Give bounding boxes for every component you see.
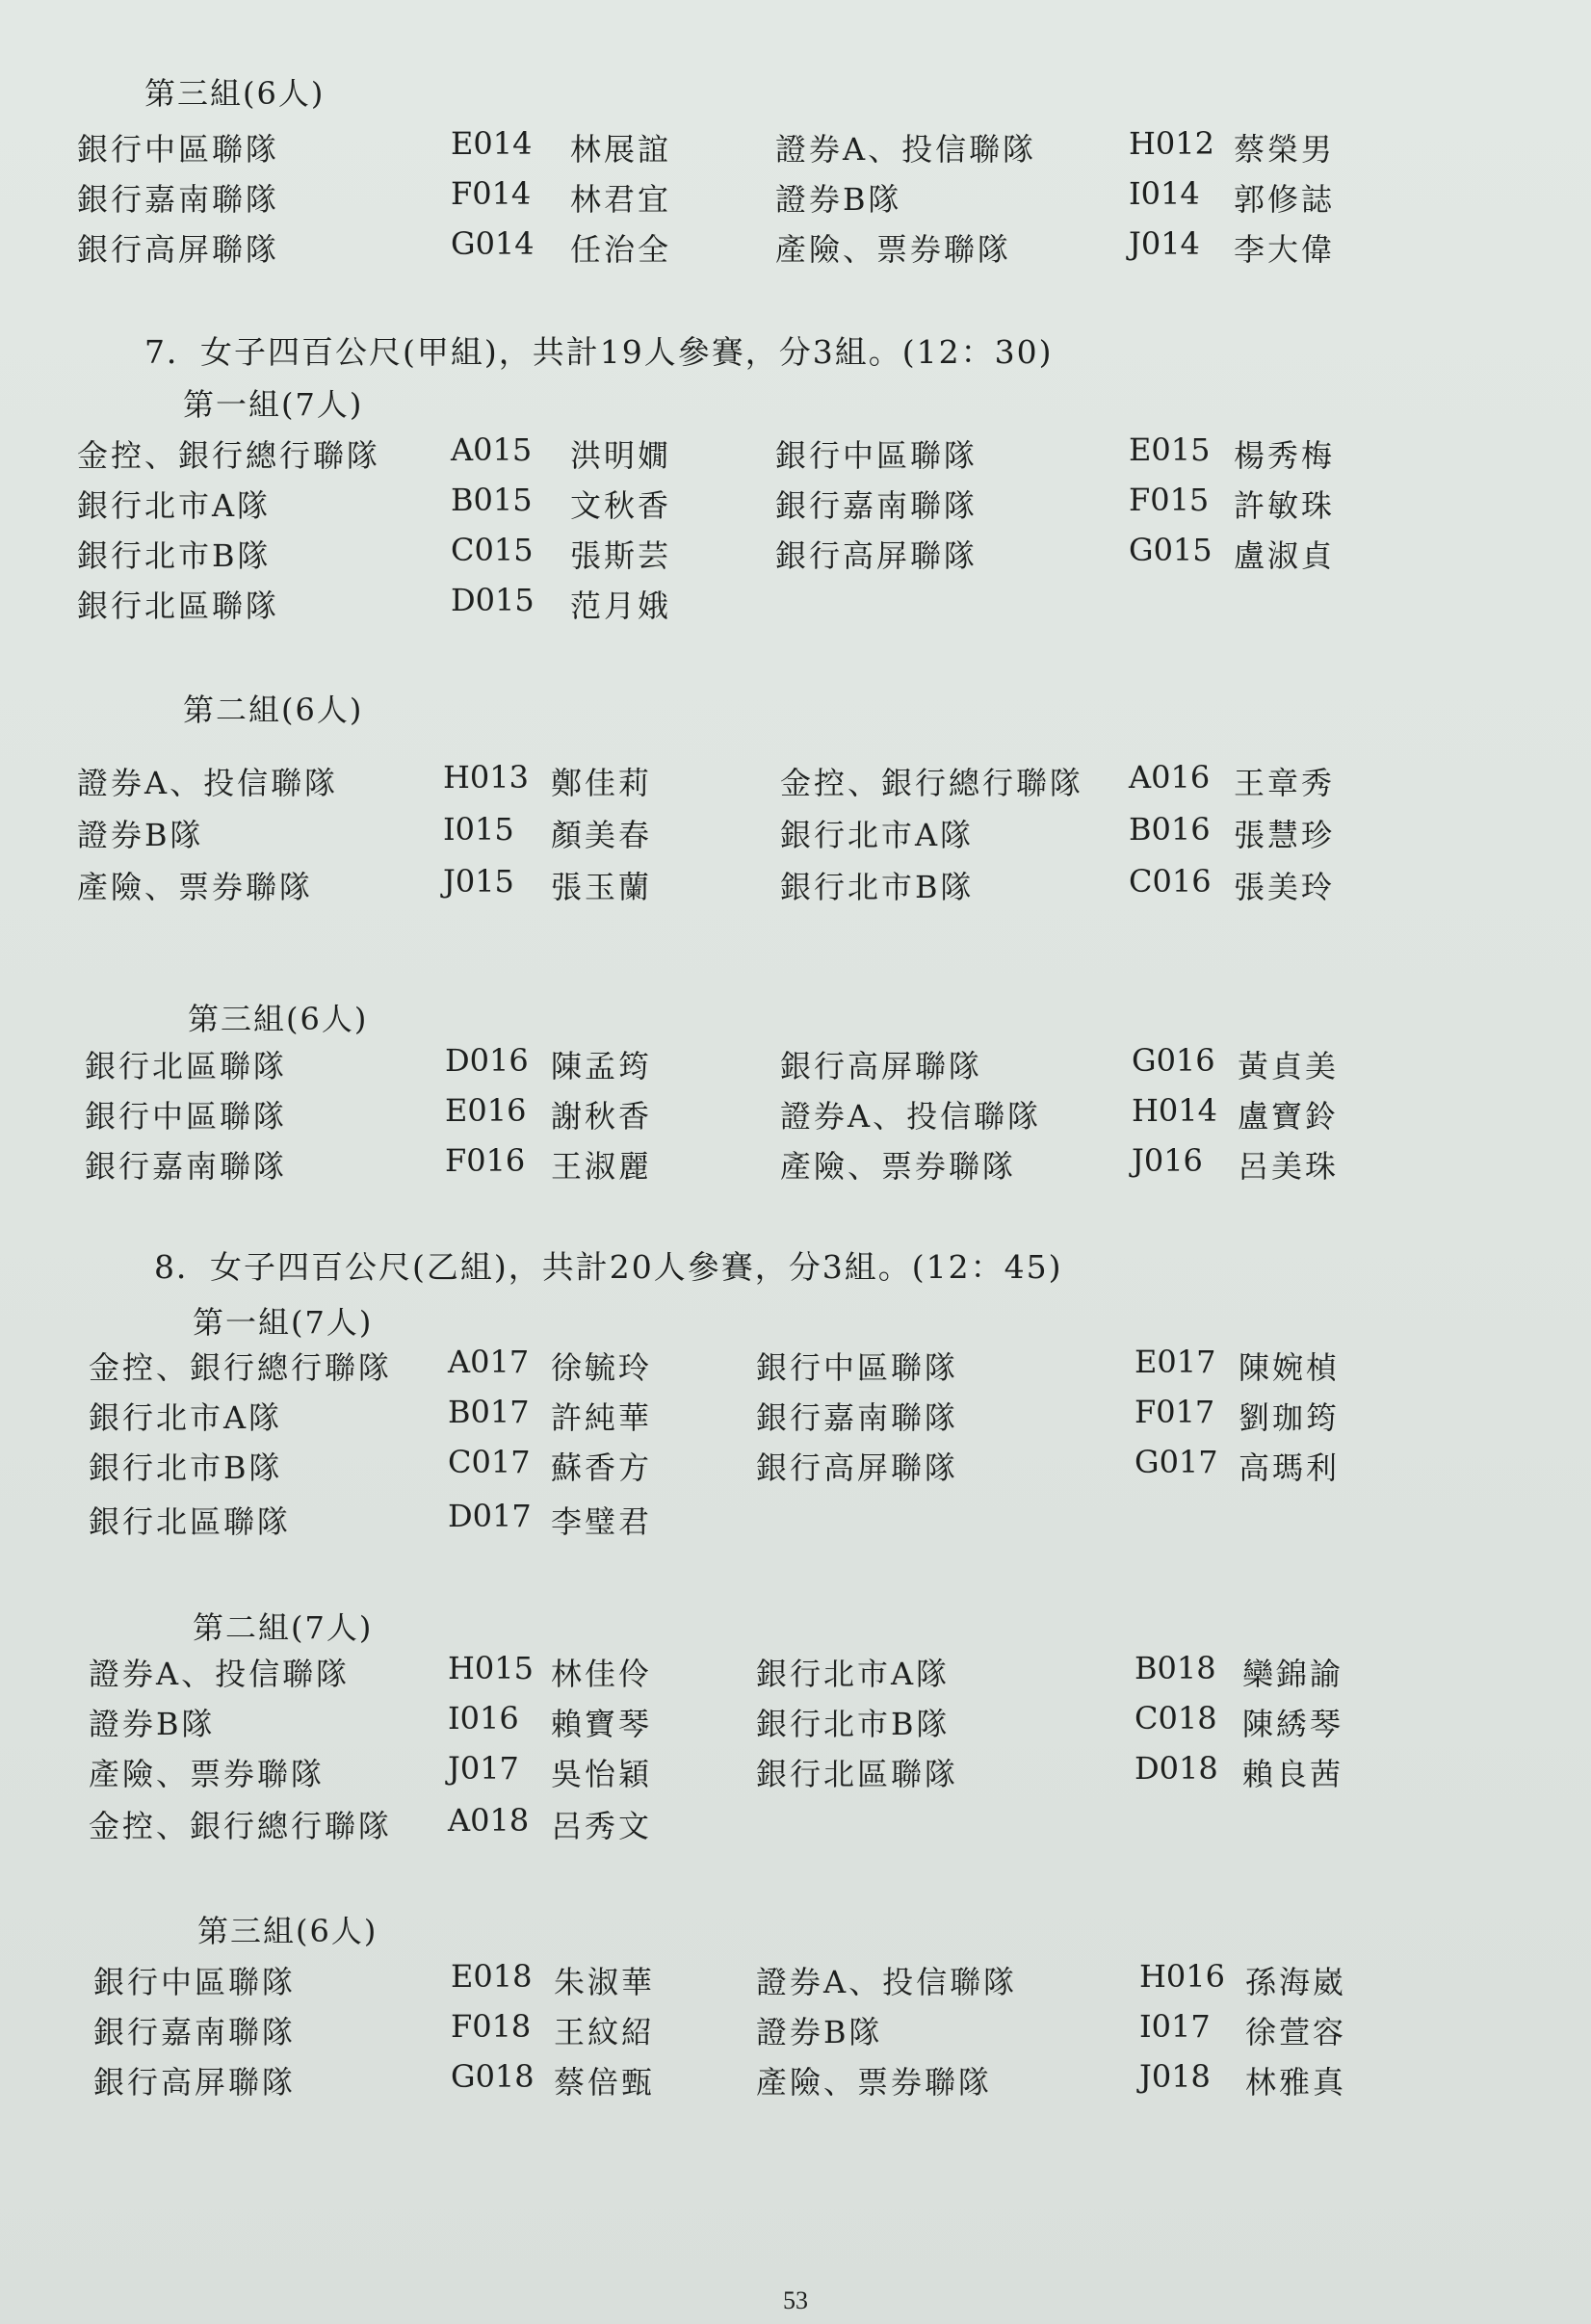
athlete-code: J014 [1129, 225, 1200, 262]
team-name: 銀行中區聯隊 [77, 131, 280, 168]
athlete-name: 文秋香 [570, 487, 672, 524]
team-name: 證券A、投信聯隊 [89, 1656, 351, 1692]
athlete-code: I015 [443, 811, 514, 848]
table-row [0, 225, 1591, 275]
athlete-code: D016 [445, 1042, 529, 1079]
athlete-code: G018 [451, 2058, 535, 2095]
team-name: 證券A、投信聯隊 [77, 765, 339, 801]
athlete-name: 洪明嫺 [570, 437, 672, 474]
athlete-name: 王紋紹 [554, 2014, 656, 2050]
team-name: 證券B隊 [756, 2014, 883, 2050]
athlete-name: 張玉蘭 [551, 869, 653, 905]
athlete-code: C015 [451, 532, 534, 568]
table-row [0, 1802, 1591, 1852]
athlete-name: 欒錦諭 [1242, 1656, 1344, 1692]
athlete-code: E017 [1135, 1344, 1216, 1380]
athlete-code: A016 [1129, 759, 1211, 796]
team-name: 銀行北市A隊 [756, 1656, 951, 1692]
team-name: 銀行中區聯隊 [85, 1098, 288, 1135]
team-name: 證券A、投信聯隊 [775, 131, 1037, 168]
team-name: 銀行高屏聯隊 [93, 2064, 297, 2101]
athlete-name: 林君宜 [570, 181, 672, 218]
athlete-name: 賴良茜 [1242, 1756, 1344, 1792]
athlete-name: 鄭佳莉 [551, 765, 653, 801]
table-row [0, 863, 1591, 913]
table-row [0, 1444, 1591, 1494]
athlete-code: A017 [448, 1344, 530, 1380]
team-name: 證券B隊 [775, 181, 902, 218]
table-row [0, 1344, 1591, 1394]
athlete-code: F015 [1129, 482, 1210, 518]
athlete-code: H013 [443, 759, 529, 796]
team-name: 銀行中區聯隊 [756, 1349, 959, 1386]
athlete-code: G015 [1129, 532, 1213, 568]
athlete-code: F016 [445, 1142, 526, 1179]
team-name: 銀行北市B隊 [77, 537, 272, 574]
athlete-code: E018 [451, 1958, 533, 1995]
athlete-name: 陳孟筠 [551, 1048, 653, 1084]
athlete-name: 林雅真 [1245, 2064, 1347, 2101]
athlete-name: 王淑麗 [551, 1148, 653, 1185]
team-name: 產險、票券聯隊 [780, 1148, 1017, 1185]
table-row [0, 811, 1591, 861]
event-title: 7．女子四百公尺(甲組)，共計19人參賽，分3組。(12：30) [144, 333, 1054, 371]
table-row [0, 1142, 1591, 1192]
team-name: 產險、票券聯隊 [89, 1756, 326, 1792]
group-title: 第二組(6人) [183, 692, 364, 728]
group-title: 第三組(6人) [188, 1001, 369, 1037]
team-name: 銀行北市B隊 [756, 1706, 951, 1742]
team-name: 銀行北區聯隊 [77, 588, 280, 624]
table-row [0, 1958, 1591, 2008]
athlete-name: 蔡榮男 [1234, 131, 1336, 168]
athlete-name: 陳婉楨 [1239, 1349, 1341, 1386]
table-row [0, 1650, 1591, 1700]
athlete-code: J018 [1139, 2058, 1211, 2095]
athlete-code: I017 [1139, 2008, 1211, 2045]
group-title: 第一組(7人) [183, 386, 364, 423]
athlete-name: 林佳伶 [551, 1656, 653, 1692]
team-name: 銀行北區聯隊 [756, 1756, 959, 1792]
athlete-name: 孫海崴 [1245, 1964, 1347, 2000]
team-name: 銀行北市A隊 [780, 817, 975, 853]
table-row [0, 1750, 1591, 1800]
athlete-name: 張慧珍 [1234, 817, 1336, 853]
table-row [0, 175, 1591, 225]
team-name: 銀行嘉南聯隊 [93, 2014, 297, 2050]
athlete-name: 賴寶琴 [551, 1706, 653, 1742]
athlete-name: 徐萱容 [1245, 2014, 1347, 2050]
team-name: 銀行中區聯隊 [775, 437, 978, 474]
team-name: 銀行北市A隊 [77, 487, 272, 524]
team-name: 銀行高屏聯隊 [775, 537, 978, 574]
athlete-name: 林展誼 [570, 131, 672, 168]
athlete-code: E014 [451, 125, 533, 162]
athlete-code: F017 [1135, 1394, 1215, 1430]
table-row [0, 1394, 1591, 1444]
team-name: 銀行中區聯隊 [93, 1964, 297, 2000]
team-name: 銀行嘉南聯隊 [775, 487, 978, 524]
team-name: 銀行高屏聯隊 [77, 231, 280, 268]
athlete-code: H012 [1129, 125, 1214, 162]
athlete-code: G017 [1135, 1444, 1218, 1480]
athlete-name: 顏美春 [551, 817, 653, 853]
athlete-code: H016 [1139, 1958, 1225, 1995]
table-row [0, 125, 1591, 175]
team-name: 產險、票券聯隊 [775, 231, 1012, 268]
athlete-code: B016 [1129, 811, 1211, 848]
athlete-code: A018 [448, 1802, 530, 1839]
table-row [0, 759, 1591, 809]
athlete-code: C017 [448, 1444, 531, 1480]
athlete-name: 李大偉 [1234, 231, 1336, 268]
table-row [0, 431, 1591, 482]
team-name: 銀行嘉南聯隊 [77, 181, 280, 218]
athlete-name: 任治全 [570, 231, 672, 268]
athlete-code: D015 [451, 582, 535, 618]
group-title: 第三組(6人) [144, 75, 326, 112]
team-name: 銀行高屏聯隊 [780, 1048, 983, 1084]
athlete-name: 呂秀文 [551, 1808, 653, 1844]
athlete-name: 盧寶鈴 [1238, 1098, 1340, 1135]
athlete-name: 張斯芸 [570, 537, 672, 574]
team-name: 金控、銀行總行聯隊 [89, 1808, 393, 1844]
athlete-code: J015 [443, 863, 514, 900]
athlete-name: 高瑪利 [1239, 1449, 1341, 1486]
athlete-code: B015 [451, 482, 533, 518]
table-row [0, 2058, 1591, 2108]
team-name: 銀行嘉南聯隊 [85, 1148, 288, 1185]
athlete-code: B018 [1135, 1650, 1216, 1686]
athlete-code: C016 [1129, 863, 1212, 900]
team-name: 金控、銀行總行聯隊 [77, 437, 381, 474]
athlete-name: 許敏珠 [1234, 487, 1336, 524]
athlete-name: 朱淑華 [554, 1964, 656, 2000]
athlete-name: 范月娥 [570, 588, 672, 624]
table-row [0, 582, 1591, 632]
team-name: 銀行北市B隊 [780, 869, 975, 905]
team-name: 產險、票券聯隊 [756, 2064, 993, 2101]
athlete-name: 盧淑貞 [1234, 537, 1336, 574]
athlete-code: G016 [1132, 1042, 1215, 1079]
athlete-code: F014 [451, 175, 532, 212]
table-row [0, 1498, 1591, 1548]
athlete-code: H014 [1132, 1092, 1217, 1129]
athlete-name: 劉珈筠 [1239, 1399, 1341, 1436]
team-name: 金控、銀行總行聯隊 [780, 765, 1084, 801]
group-title: 第三組(6人) [197, 1913, 378, 1949]
table-row [0, 1700, 1591, 1750]
athlete-code: B017 [448, 1394, 530, 1430]
athlete-name: 楊秀梅 [1234, 437, 1336, 474]
team-name: 銀行北區聯隊 [89, 1503, 292, 1540]
table-row [0, 482, 1591, 532]
team-name: 證券B隊 [89, 1706, 216, 1742]
athlete-name: 李璧君 [551, 1503, 653, 1540]
team-name: 證券B隊 [77, 817, 204, 853]
athlete-code: F018 [451, 2008, 532, 2045]
athlete-name: 王章秀 [1234, 765, 1336, 801]
group-title: 第二組(7人) [193, 1609, 374, 1646]
athlete-code: J017 [448, 1750, 519, 1787]
athlete-code: A015 [451, 431, 533, 468]
event-title: 8．女子四百公尺(乙組)，共計20人參賽，分3組。(12：45) [154, 1248, 1063, 1286]
team-name: 銀行北市B隊 [89, 1449, 283, 1486]
team-name: 產險、票券聯隊 [77, 869, 314, 905]
table-row [0, 532, 1591, 582]
athlete-code: I016 [448, 1700, 519, 1736]
team-name: 銀行北市A隊 [89, 1399, 283, 1436]
athlete-name: 郭修誌 [1234, 181, 1336, 218]
group-title: 第一組(7人) [193, 1304, 374, 1341]
team-name: 銀行北區聯隊 [85, 1048, 288, 1084]
athlete-name: 呂美珠 [1238, 1148, 1340, 1185]
athlete-code: E015 [1129, 431, 1211, 468]
athlete-name: 徐毓玲 [551, 1349, 653, 1386]
athlete-name: 蔡倍甄 [554, 2064, 656, 2101]
athlete-code: G014 [451, 225, 535, 262]
athlete-name: 吳怡穎 [551, 1756, 653, 1792]
athlete-code: D018 [1135, 1750, 1218, 1787]
athlete-code: J016 [1132, 1142, 1203, 1179]
page-number: 53 [783, 2286, 808, 2314]
table-row [0, 2008, 1591, 2058]
team-name: 銀行嘉南聯隊 [756, 1399, 959, 1436]
team-name: 證券A、投信聯隊 [756, 1964, 1018, 2000]
team-name: 證券A、投信聯隊 [780, 1098, 1042, 1135]
team-name: 銀行高屏聯隊 [756, 1449, 959, 1486]
athlete-code: E016 [445, 1092, 527, 1129]
athlete-name: 黃貞美 [1238, 1048, 1340, 1084]
athlete-name: 謝秋香 [551, 1098, 653, 1135]
athlete-code: C018 [1135, 1700, 1217, 1736]
team-name: 金控、銀行總行聯隊 [89, 1349, 393, 1386]
athlete-code: I014 [1129, 175, 1200, 212]
athlete-code: H015 [448, 1650, 534, 1686]
athlete-name: 陳綉琴 [1242, 1706, 1344, 1742]
athlete-name: 蘇香方 [551, 1449, 653, 1486]
athlete-code: D017 [448, 1498, 532, 1534]
table-row [0, 1092, 1591, 1142]
table-row [0, 1042, 1591, 1092]
athlete-name: 許純華 [551, 1399, 653, 1436]
athlete-name: 張美玲 [1234, 869, 1336, 905]
